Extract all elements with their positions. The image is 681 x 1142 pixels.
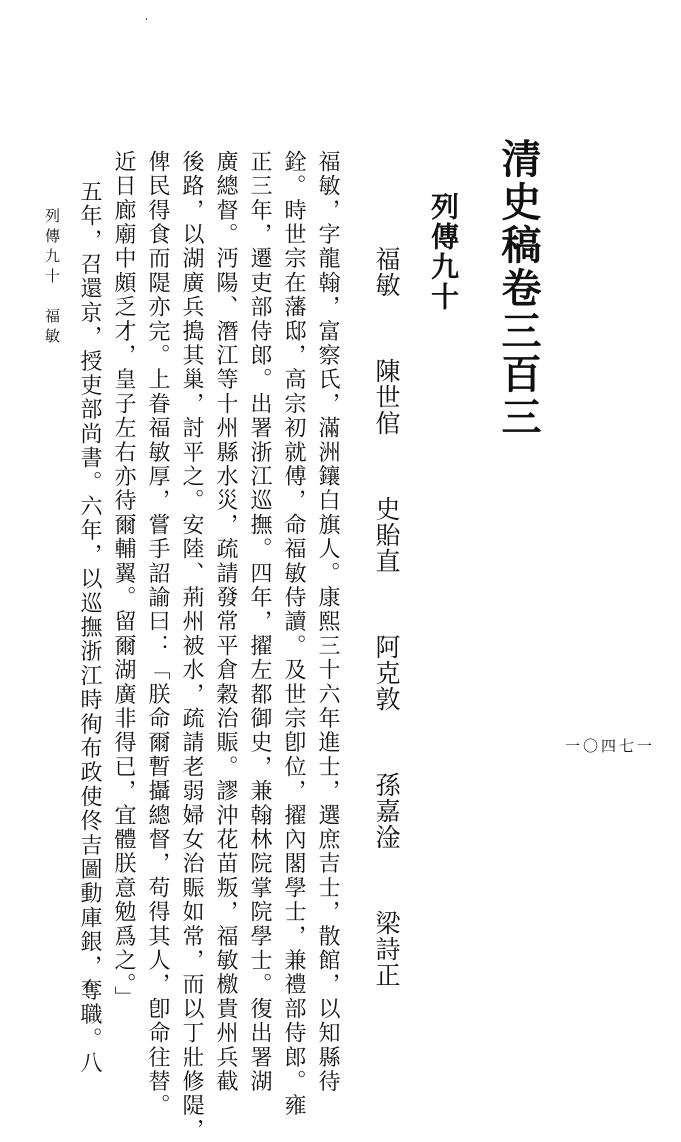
chapter-subtitle: 列傳九十 bbox=[427, 192, 460, 312]
name-entry: 福敏 bbox=[372, 246, 401, 298]
body-text-column: 近日廊廟中頗乏才，皇子左右亦待爾輔翼。留爾湖廣非得已，宜體朕意勉爲之。」 bbox=[111, 150, 136, 1011]
body-text-column: 俾民得食而隄亦完。上眷福敏厚，嘗手詔諭曰：「朕命爾暫攝總督，苟得其人，卽命往替。 bbox=[145, 150, 170, 1118]
body-text-column: 廣總督。沔陽、潛江等十州縣水災，疏請發常平倉穀治賑。謬沖花苗叛，福敏檄貴州兵截 bbox=[213, 150, 238, 1094]
body-text-column: 五年，召還京，授吏部尚書。六年，以巡撫浙江時徇布政使佟吉圖動庫銀，奪職。八 bbox=[77, 180, 102, 1076]
name-entry: 阿克敦 bbox=[372, 634, 401, 712]
name-entry: 孫嘉淦 bbox=[372, 772, 401, 850]
running-head: 列傳九十 福敏 bbox=[43, 208, 61, 348]
body-text-column: 後路，以湖廣兵搗其巢，討平之。安陸、荊州被水，疏請老弱婦女治賑如常，而以丁壯修隄， bbox=[179, 150, 204, 1142]
body-text-column: 福敏，字龍翰，富察氏，滿洲鑲白旗人。康熙三十六年進士，選庶吉士，散館，以知縣待 bbox=[315, 150, 340, 1094]
biography-names bbox=[374, 246, 399, 988]
name-entry: 史貽直 bbox=[372, 496, 401, 574]
page-number: 一〇四七一 bbox=[565, 737, 656, 755]
body-text-column: 銓。時世宗在藩邸，高宗初就傅，命福敏侍讀。及世宗卽位，擢內閣學士，兼禮部侍郎。雍 bbox=[281, 150, 306, 1118]
name-entry: 陳世倌 bbox=[372, 358, 401, 436]
scan-mark bbox=[146, 18, 147, 20]
name-entry: 梁詩正 bbox=[372, 910, 401, 988]
volume-title: 清史稿卷三百三 bbox=[495, 138, 542, 439]
body-text-column: 正三年，遷吏部侍郎。出署浙江巡撫。四年，擢左都御史，兼翰林院掌院學士。復出署湖 bbox=[247, 150, 272, 1094]
